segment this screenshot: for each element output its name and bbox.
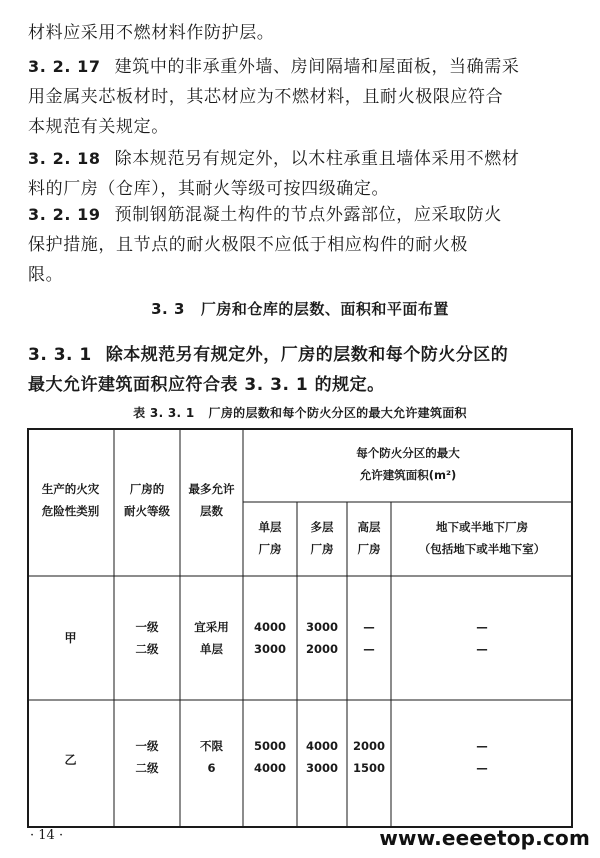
clause-3-2-19 [28,200,574,290]
row-yi-high: 2000 1500 [352,739,385,775]
row-jia-grades: 一级 二级 [135,620,159,656]
clause-text-line: 用金属夹芯板材时，其芯材应为不燃材料，且耐火极限应符合 [28,87,504,107]
header-hazard-class: 生产的火灾 危险性类别 [41,482,100,518]
clause-text-line: 除本规范另有规定外，厂房的层数和每个防火分区的 [105,345,509,365]
row-yi-grades: 一级 二级 [135,739,159,775]
table-caption-text: 厂房的层数和每个防火分区的最大允许建筑面积 [208,406,467,420]
clause-number: 3. 2. 17 [28,57,101,76]
row-yi-underground: — — [476,739,488,775]
header-single-storey: 单层 厂房 [258,520,282,556]
header-fire-grade: 厂房的 耐火等级 [124,482,170,518]
header-underground: 地下或半地下厂房 （包括地下或半地下室） [418,520,546,556]
intro-text: 材料应采用不燃材料作防护层。 [28,23,275,43]
table-caption [0,404,600,421]
watermark-url: www.eeeetop.com [379,826,590,850]
fire-area-table [27,428,573,828]
clause-text-line: 限。 [28,265,64,285]
row-yi-single: 5000 4000 [253,739,286,775]
section-title-text: 厂房和仓库的层数、面积和平面布置 [200,300,449,318]
clause-text-line: 料的厂房（仓库），其耐火等级可按四级确定。 [28,179,390,199]
clause-3-2-17 [28,52,574,142]
clause-text-line: 建筑中的非承重外墙、房间隔墙和屋面板，当确需采 [114,57,520,77]
page-number: · 14 · [30,828,64,843]
row-jia-floors: 宜采用 单层 [194,620,229,656]
clause-text-line: 保护措施，且节点的耐火极限不应低于相应构件的耐火极 [28,235,468,255]
clause-text-line: 本规范有关规定。 [28,117,169,137]
clause-number: 3. 2. 19 [28,205,101,224]
row-yi-multi: 4000 3000 [305,739,338,775]
intro-line [28,18,574,48]
row-jia-hazard: 甲 [64,631,77,645]
section-number: 3. 3 [151,300,185,318]
clause-3-2-18 [28,144,574,204]
row-jia-underground: — — [476,620,488,656]
row-yi-floors: 不限 6 [200,739,223,775]
clause-text-line: 除本规范另有规定外，以木柱承重且墙体采用不燃材 [114,149,520,169]
row-jia-high: — — [363,620,375,656]
row-jia-single: 4000 3000 [253,620,286,656]
row-yi-hazard: 乙 [64,753,77,767]
clause-number: 3. 2. 18 [28,149,101,168]
header-multi-storey: 多层 厂房 [310,520,334,556]
header-high-rise: 高层 厂房 [357,520,381,556]
section-heading [0,298,600,319]
clause-text-line: 预制钢筋混凝土构件的节点外露部位，应采取防火 [114,205,502,225]
clause-text-line: 最大允许建筑面积应符合表 3. 3. 1 的规定。 [28,375,385,395]
row-jia-multi: 3000 2000 [305,620,338,656]
table-number: 表 3. 3. 1 [133,406,195,420]
header-area-group: 每个防火分区的最大 允许建筑面积(m²) [356,446,460,482]
clause-number: 3. 3. 1 [28,345,92,365]
clause-3-3-1 [28,340,574,400]
header-max-floors: 最多允许 层数 [188,482,235,518]
